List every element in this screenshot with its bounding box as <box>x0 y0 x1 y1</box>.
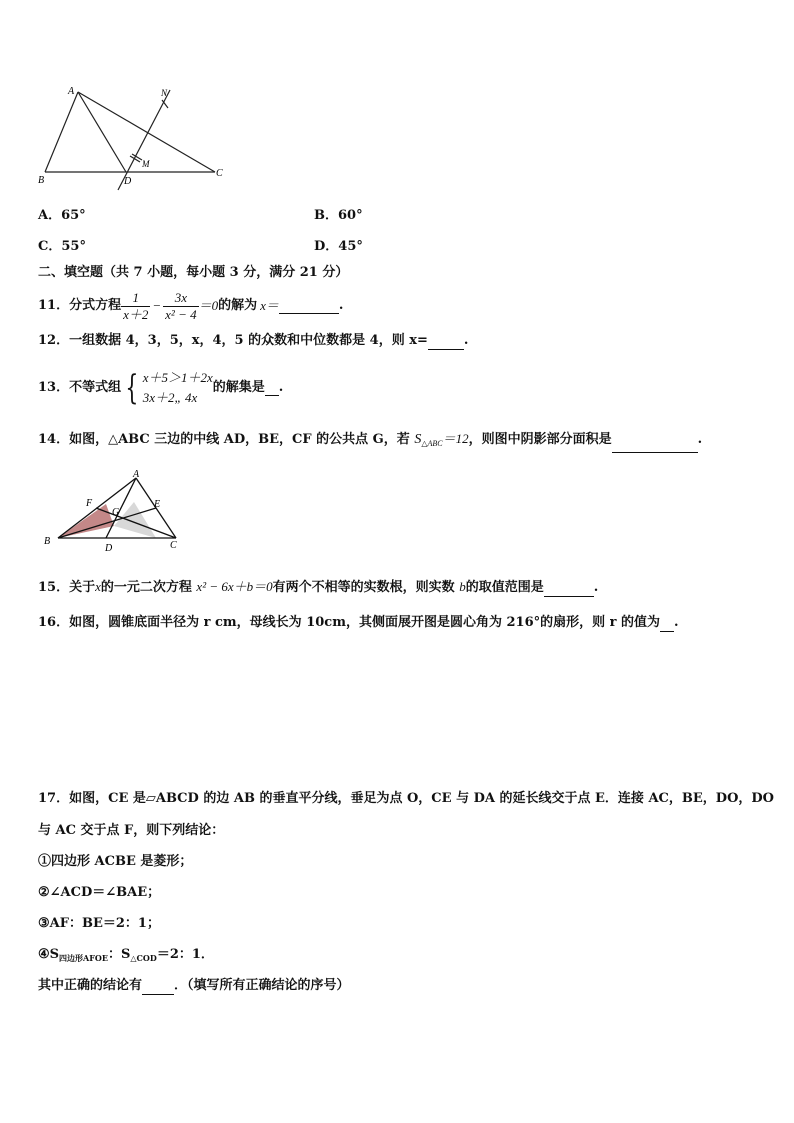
label2-A: A <box>133 469 140 480</box>
section-title: 二、填空题（共 7 小题，每小题 3 分，满分 21 分） <box>38 265 349 280</box>
label2-F: F <box>86 498 93 509</box>
q11-fraction-1: $\frac{1}{x+2}$ <box>123 289 149 322</box>
question-14: 14．如图，△ABC 三边的中线 AD，BE，CF 的公共点 G，若 $S_{\triangle ABC}=12$，则图中阴影部分面积是 . <box>38 430 702 453</box>
label-D: D <box>124 176 132 187</box>
figure-triangle-abc-perpendicular-bisector <box>30 82 230 194</box>
figure-triangle-medians <box>36 466 186 558</box>
q11-prefix: 11．分式方程 <box>38 298 122 313</box>
question-11: 11．分式方程 $\frac{1}{x+2}$ − $\frac{3x}{\text{x² − 4}}$ ＝0 的解为 x＝ . <box>38 289 344 322</box>
option-c[interactable]: C．55° <box>38 239 86 254</box>
inequality-system: x＋5＞1＋2x 3x＋2„ 4x <box>142 370 213 405</box>
question-17-line-2: 与 AC 交于点 F，则下列结论： <box>38 823 225 838</box>
label2-G: G <box>112 507 120 518</box>
label-B: B <box>38 175 45 186</box>
question-17-final: 其中正确的结论有 ．（填写所有正确结论的序号） <box>38 978 350 993</box>
label-N: N <box>161 88 168 98</box>
option-a[interactable]: A．65° <box>38 208 86 223</box>
question-15: 15．关于x的一元二次方程 x² − 6x＋b＝0有两个不相等的实数根，则实数 b的取值范围是 . <box>38 579 599 595</box>
option-b[interactable]: B．60° <box>314 208 363 223</box>
question-13: 13．不等式组 { x＋5＞1＋2x 3x＋2„ 4x 的解集是 . <box>38 368 284 408</box>
question-16: 16．如图，圆锥底面半径为 r cm，母线长为 10cm，其侧面展开图是圆心角为 216°的扇形，则 r 的值为 . <box>38 615 679 630</box>
answer-blank-16[interactable] <box>660 617 674 632</box>
answer-blank-12[interactable] <box>428 335 464 350</box>
q11-fraction-2: $\frac{3x}{\text{x² − 4}}$ <box>165 289 197 322</box>
conclusion-3: ③AF：BE＝2：1； <box>38 916 160 931</box>
question-17-line-1: 17．如图，CE 是▱ABCD 的边 AB 的垂直平分线，垂足为点 O，CE 与 DA 的延长线交于点 E．连接 AC，BE，DO，DO <box>38 791 774 806</box>
brace-icon: { <box>125 368 139 408</box>
label2-D: D <box>105 543 113 554</box>
label2-C: C <box>170 540 177 551</box>
conclusion-4: $④S_{四边形AFOE}$：$S_{\triangle COD}=2$：1． <box>38 947 214 963</box>
option-d[interactable]: D．45° <box>314 239 363 254</box>
answer-blank-15[interactable] <box>544 582 594 597</box>
answer-blank-14[interactable] <box>612 438 698 453</box>
answer-blank-13[interactable] <box>265 381 279 396</box>
label-M: M <box>142 159 150 169</box>
conclusion-2: ②∠ACD＝∠BAE； <box>38 885 161 900</box>
label2-B: B <box>44 536 51 547</box>
label-A: A <box>68 86 75 97</box>
answer-blank-11[interactable] <box>279 299 339 314</box>
label-C: C <box>216 168 223 179</box>
conclusion-1: ①四边形 ACBE 是菱形； <box>38 854 193 869</box>
question-12: 12．一组数据 4，3，5，x，4，5 的众数和中位数都是 4，则 x= . <box>38 333 469 348</box>
answer-blank-17[interactable] <box>142 980 174 995</box>
label2-E: E <box>154 499 161 510</box>
